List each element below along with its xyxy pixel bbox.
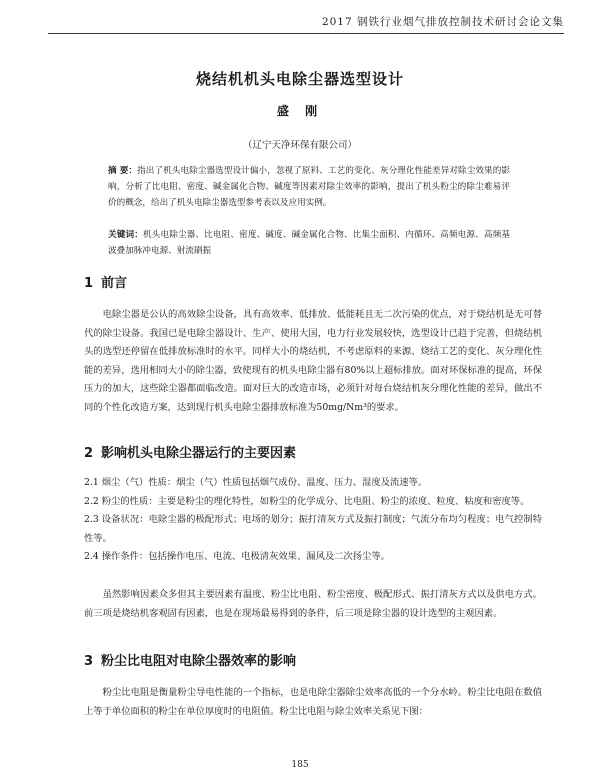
section-heading-2 bbox=[84, 442, 296, 461]
keywords-text: 机头电除尘器、比电阻、密度、碱度、碱金属化合物、比集尘面积、内循环、高频电源、高频基波叠加脉冲电源、射流刷振 bbox=[108, 230, 510, 256]
section-title: 粉尘比电阻对电除尘器效率的影响 bbox=[101, 654, 297, 669]
section-1-paragraph: 电除尘器是公认的高效除尘设备，具有高效率、低排放、低能耗且无二次污染的优点，对于烧结机是无可替代的除尘设备。我国已是电除尘器设计、生产、使用大国，电力行业发展较快，选型设计已趋于完善，但烧结机头的选型还停留在低排放标准时的水平。同样大小的烧结机，不考虑原料的来源、烧结工艺的变化、灰分理化性能的差异，选用相同大小的除尘器，致使现有的机头电除尘器有80%以上超标排放。面对环保标准的提高，环保压力的加大，这些除尘器都面临改造。面对巨大的改造市场，必须针对每台烧结机灰分理化性能的差异，做出不同的个性化改造方案，达到现行机头电除尘器排放标准为50mg/Nm³的要求。 bbox=[84, 309, 542, 413]
abstract-label: 摘 要： bbox=[108, 166, 138, 176]
author: 盛 刚 bbox=[276, 104, 324, 118]
affiliation: （辽宁天净环保有限公司） bbox=[242, 140, 357, 151]
section-2-paragraph: 虽然影响因素众多但其主要因素有温度、粉尘比电阻、粉尘密度、极配形式、振打清灰方式以及供电方式。前三项是烧结机客观固有因素，也是在现场最易得到的条件，后三项是除尘器的设计选型的主观因素。 bbox=[84, 589, 542, 619]
list-item: 2.1 烟尘（气）性质：烟尘（气）性质包括烟气成份、温度、压力、湿度及流速等。 bbox=[84, 477, 428, 488]
keywords-label: 关键词： bbox=[108, 230, 143, 240]
section-title: 前言 bbox=[101, 276, 128, 291]
section-number: 1 bbox=[84, 276, 94, 291]
list-item: 2.2 粉尘的性质：主要是粉尘的理化特性，如粉尘的化学成分、比电阻、粉尘的浓度、粒度、粘度和密度等。 bbox=[84, 495, 530, 507]
abstract bbox=[108, 163, 510, 211]
section-number: 2 bbox=[84, 446, 94, 461]
section-number: 3 bbox=[84, 654, 94, 669]
list-item: 2.3 设备状况：电除尘器的极配形式；电场的划分；振打清灰方式及振打制度；气流分布均匀程度；电气控制特性等。 bbox=[84, 514, 542, 544]
list-item: 2.4 操作条件：包括操作电压、电流、电极清灰效果、漏风及二次扬尘等。 bbox=[84, 551, 390, 563]
section-heading-1 bbox=[84, 272, 127, 291]
page-number: 185 bbox=[291, 760, 309, 768]
abstract-text: 指出了机头电除尘器选型设计偏小，忽视了原料、工艺的变化、灰分理化性能差异对除尘效果的影响，分析了比电阻、密度、碱金属化合物、碱度等因素对除尘效率的影响，提出了机头粉尘的除尘难易评价的概念，给出了机头电除尘器选型参考表以及应用实例。 bbox=[108, 166, 510, 208]
section-title: 影响机头电除尘器运行的主要因素 bbox=[101, 446, 297, 461]
section-2-list bbox=[84, 474, 542, 567]
paper-title: 烧结机机头电除尘器选型设计 bbox=[195, 70, 404, 88]
running-head: 2017 钢铁行业烟气排放控制技术研讨会论文集 bbox=[48, 14, 564, 34]
section-heading-3 bbox=[84, 650, 296, 669]
keywords bbox=[108, 227, 510, 259]
section-3-paragraph: 粉尘比电阻是衡量粉尘导电性能的一个指标，也是电除尘器除尘效率高低的一个分水岭。粉尘比电阻在数值上等于单位面积的粉尘在单位厚度时的电阻值。粉尘比电阻与除尘效率关系见下图： bbox=[84, 687, 542, 717]
